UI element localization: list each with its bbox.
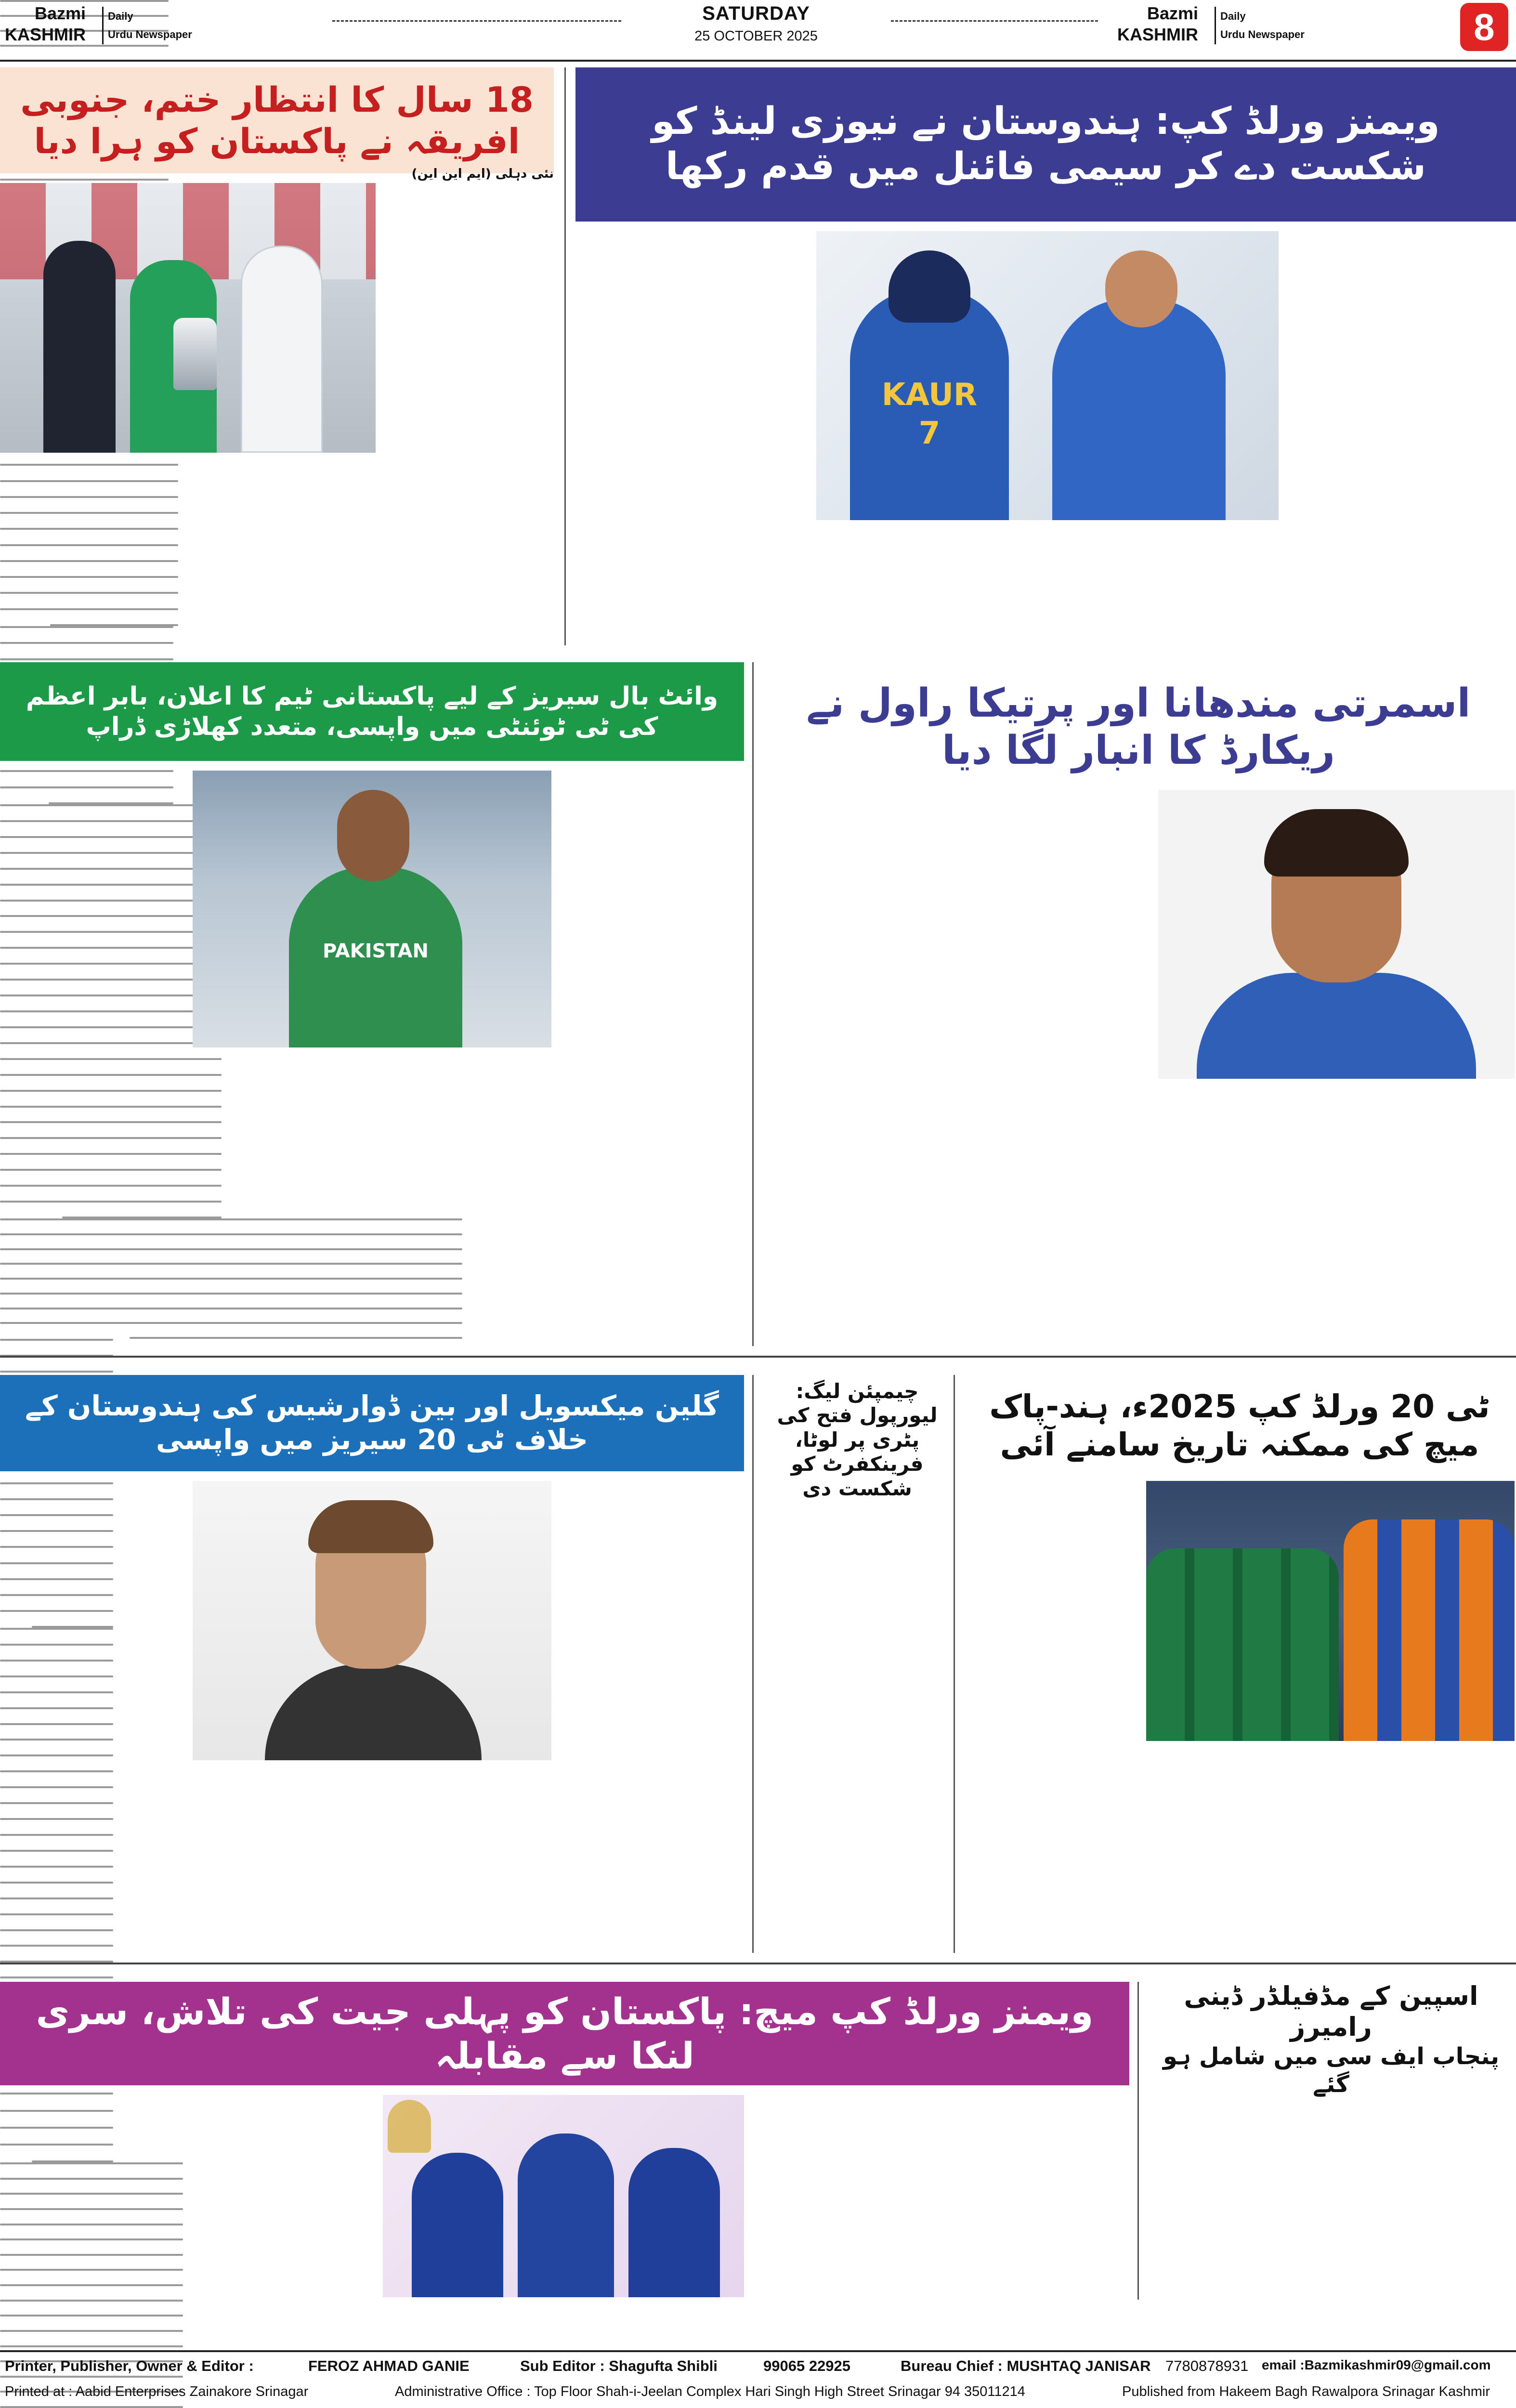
pak-sa-body-col-3 xyxy=(0,448,178,626)
masthead-date: 25 OCTOBER 2025 xyxy=(694,28,818,44)
team-pakistan-group xyxy=(1146,1548,1339,1741)
headline-maxwell xyxy=(0,1375,744,1471)
player-2-wc xyxy=(1052,299,1226,520)
footer-row-1 xyxy=(0,2357,1516,2379)
daily-label-right: Daily xyxy=(1220,10,1246,22)
womens-wc-body-col-1 xyxy=(0,804,222,1218)
pak-sa-dateline: نئی دہلی (ایم این این) xyxy=(411,167,554,181)
sl-player-2 xyxy=(518,2133,614,2297)
paper-name-line-1-right: Bazmi xyxy=(1147,3,1199,23)
photo-babar-azam xyxy=(193,771,551,1047)
wc-trophy-logo xyxy=(388,2100,431,2153)
footer-printed-at: Printed at : Aabid Enterprises Zainakore Srinagar xyxy=(5,2384,309,2399)
masthead-rule-2 xyxy=(891,20,1098,22)
masthead-center xyxy=(626,3,886,44)
mandhana-hair xyxy=(1264,809,1409,877)
masthead-divider xyxy=(102,7,104,44)
photo-trophy-presentation xyxy=(0,183,376,453)
headline-ramirez-line-1: اسپین کے مڈفیلڈر ڈینی رامیرز xyxy=(1184,1980,1478,2042)
footer-row-2 xyxy=(0,2384,1516,2406)
headline-wwc-match xyxy=(0,1982,1129,2085)
jersey-pakistan: PAKISTAN xyxy=(323,940,429,962)
footer-rule xyxy=(0,2350,1516,2352)
footer-email: email :Bazmikashmir09@gmail.com xyxy=(1262,2357,1491,2372)
headline-pak-sa xyxy=(0,67,554,173)
masthead-bottom-rule xyxy=(0,60,1516,62)
column-divider-bottom-3 xyxy=(1137,1982,1139,2300)
page-number: 8 xyxy=(1474,5,1495,48)
headline-ramirez xyxy=(1146,1980,1516,2098)
player-1 xyxy=(43,241,116,453)
paper-name-line-2: KASHMIR xyxy=(5,25,86,44)
babar-head xyxy=(337,790,409,881)
urdu-newspaper-label: Urdu Newspaper xyxy=(108,28,192,40)
headline-mandhana-text: اسمرتی مندھانا اور پرتیکا راول نے ریکارڈ کا انبار لگا دیا xyxy=(806,680,1471,773)
footer-phone-2: 7780878931 xyxy=(1165,2357,1249,2374)
masthead-rule xyxy=(332,20,621,22)
player-3 xyxy=(241,246,323,453)
headline-t20-wc xyxy=(963,1377,1516,1474)
footer-phone-1: 99065 22925 xyxy=(763,2357,851,2374)
footer-office: Administrative Office : Top Floor Shah-i-Jeelan Complex Hari Singh High Street Srinagar 94 35011214 xyxy=(395,2384,1025,2399)
mandhana-shoulders xyxy=(1197,973,1476,1079)
footer-bureau-chief: Bureau Chief : MUSHTAQ JANISAR xyxy=(901,2357,1151,2374)
masthead-day: SATURDAY xyxy=(702,3,810,24)
photo-india-pakistan-teams xyxy=(1146,1481,1515,1741)
maxwell-shoulders xyxy=(265,1664,482,1760)
headline-champions xyxy=(761,1377,954,1503)
headline-pak-sa-text: 18 سال کا انتظار ختم، جنوبی افریقہ نے پاکستان کو ہرا دیا xyxy=(20,79,534,161)
urdu-newspaper-label-right: Urdu Newspaper xyxy=(1220,28,1305,40)
footer-printer-name: FEROZ AHMAD GANIE xyxy=(308,2357,470,2374)
footer-published-from: Published from Hakeem Bagh Rawalpora Srinagar Kashmir xyxy=(1122,2384,1490,2399)
headline-womens-wc-text: ویمنز ورلڈ کپ: ہندوستان نے نیوزی لینڈ کو شکست دے کر سیمی فائنل میں قدم رکھا xyxy=(652,100,1440,188)
maxwell-hair xyxy=(308,1500,433,1553)
column-divider-top xyxy=(564,67,566,645)
footer-printer-label: Printer, Publisher, Owner & Editor : xyxy=(5,2357,254,2374)
womens-wc-body-col-2 xyxy=(0,1218,462,1339)
footer-sub-editor: Sub Editor : Shagufta Shibli xyxy=(520,2357,718,2374)
headline-white-ball xyxy=(0,662,744,761)
masthead-brand-left xyxy=(5,3,192,56)
photo-kaur-celebration xyxy=(816,231,1279,520)
photo-smriti-mandhana xyxy=(1158,790,1515,1079)
headline-t20-wc-text: ٹی 20 ورلڈ کپ 2025ء، ہند-پاک میچ کی ممکنہ تاریخ سامنے آئی xyxy=(989,1387,1490,1463)
sl-player-1 xyxy=(412,2153,503,2297)
section-rule-2 xyxy=(0,1356,1516,1358)
headline-wwc-match-text: ویمنز ورلڈ کپ میچ: پاکستان کو پہلی جیت کی تلاش، سری لنکا سے مقابلہ xyxy=(36,1990,1094,2077)
section-rule-3 xyxy=(0,1963,1516,1964)
masthead-brand-right xyxy=(1117,3,1305,56)
headline-ramirez-line-2: پنجاب ایف سی میں شامل ہو گئے xyxy=(1163,2043,1499,2098)
photo-glenn-maxwell xyxy=(193,1481,551,1760)
column-divider-bottom-1 xyxy=(752,1375,754,1953)
masthead-divider-right xyxy=(1215,7,1216,44)
photo-sri-lanka-players xyxy=(383,2095,744,2297)
trophy xyxy=(173,318,217,390)
team-india-group xyxy=(1344,1519,1515,1741)
daily-label: Daily xyxy=(108,10,133,22)
headline-white-ball-text: وائٹ بال سیریز کے لیے پاکستانی ٹیم کا اعلان، بابر اعظم کی ٹی ٹوئنٹی میں واپسی، متعدد کھلاڑی ڈراپ xyxy=(26,682,719,741)
page-number-badge xyxy=(1460,3,1508,51)
headline-maxwell-text: گلین میکسویل اور بین ڈوارشیس کی ہندوستان کے خلاف ٹی 20 سیریز میں واپسی xyxy=(25,1389,719,1456)
kaur-helmet xyxy=(889,250,970,323)
headline-mandhana xyxy=(761,674,1516,780)
womens-wc-body-col-4 xyxy=(0,1628,113,2042)
sl-player-3 xyxy=(628,2148,720,2297)
column-divider-bottom-2 xyxy=(954,1375,955,1953)
paper-name-line-1: Bazmi xyxy=(35,3,86,23)
headline-womens-wc xyxy=(575,67,1516,222)
headline-champions-text: چیمپئن لیگ: لیورپول فتح کی پٹری پر لوٹا، فرینکفرٹ کو شکست دی xyxy=(777,1379,938,1500)
column-divider-middle xyxy=(752,662,754,1346)
player-2-head xyxy=(1105,250,1177,327)
jersey-kaur: KAUR 7 xyxy=(881,377,978,451)
paper-name-line-2-right: KASHMIR xyxy=(1117,25,1198,44)
